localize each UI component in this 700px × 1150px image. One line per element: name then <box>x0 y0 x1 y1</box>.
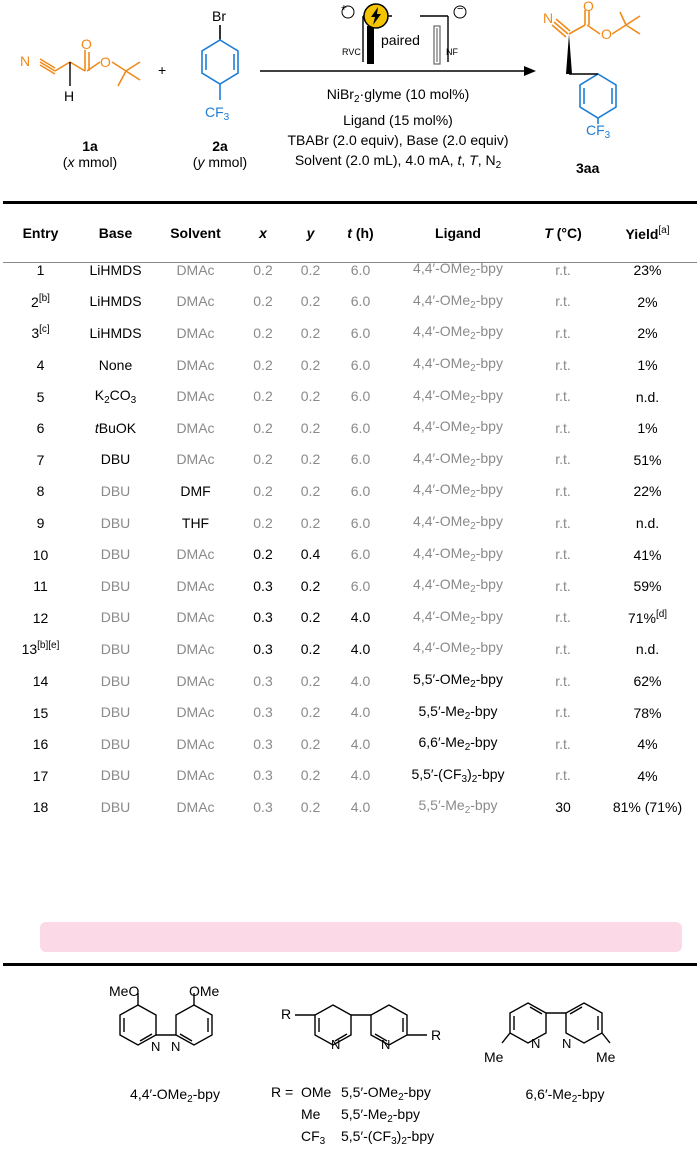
cell-x: 0.2 <box>253 388 273 405</box>
cell-entry: 10 <box>32 546 49 563</box>
cell-yield: n.d. <box>635 515 660 532</box>
cell-x: 0.2 <box>253 293 273 310</box>
cell-x: 0.3 <box>253 577 273 594</box>
table-row <box>3 507 697 539</box>
cell-base: LiHMDS <box>89 293 142 310</box>
header-ligand: Ligand <box>435 225 481 241</box>
cell-base: DBU <box>100 609 131 626</box>
ligand1-name: 4,4′-OMe$_2$-bpy <box>130 1086 220 1105</box>
cell-t: 4.0 <box>350 672 371 689</box>
cell-entry: 6 <box>36 420 45 437</box>
cell-entry: 11 <box>33 578 48 595</box>
cell-ligand: $5,5'-(CF_3)_2$-bpy <box>411 765 505 785</box>
cell-x: 0.3 <box>253 704 273 721</box>
cathode-label: NF <box>446 47 458 57</box>
cell-solvent: DMF <box>180 482 211 499</box>
anode-plus-sign: + <box>341 3 347 14</box>
cell-temperature: 30 <box>555 798 571 815</box>
cell-entry: 3[c] <box>31 324 50 342</box>
reagent-1a-carbonyl-oxygen: O <box>81 36 92 52</box>
reagent-2a-id: 2a <box>212 138 228 154</box>
cell-ligand: 4,4′-OMe$_2$-bpy <box>413 639 503 659</box>
cell-base: DBU <box>100 672 131 689</box>
cell-y: 0.2 <box>300 798 321 815</box>
cell-yield: 22% <box>633 483 662 500</box>
cell-x: 0.3 <box>253 767 273 784</box>
cell-x: 0.3 <box>253 640 273 657</box>
cell-entry: 14 <box>32 673 49 690</box>
ligand3-me-right: Me <box>596 1049 616 1065</box>
table-row <box>3 475 697 507</box>
table-row <box>3 602 697 634</box>
cell-base: DBU <box>100 514 131 531</box>
cell-label: paired <box>381 32 420 48</box>
ligand-5-5-r2-bpy-structure <box>285 990 475 1065</box>
cell-ligand: 4,4′-OMe$_2$-bpy <box>413 544 503 564</box>
cell-ligand: 4,4′-OMe$_2$-bpy <box>413 260 503 280</box>
cell-solvent: DMAc <box>176 767 215 784</box>
cell-ligand: $5,5'-Me_2$-bpy <box>418 797 498 817</box>
ligand2-r-right: R <box>431 1027 442 1043</box>
cell-t: 6.0 <box>350 356 371 373</box>
cell-y: 0.2 <box>300 704 321 721</box>
cell-t: 6.0 <box>350 293 371 310</box>
cell-t: 6.0 <box>350 419 371 436</box>
cell-base: DBU <box>100 451 131 468</box>
reagent-1a-ester-oxygen: O <box>100 54 111 70</box>
ligand3-n-right: N <box>562 1036 572 1051</box>
cell-temperature: r.t. <box>555 356 571 373</box>
ligand2-option: Me $5,5'-Me_2$-bpy <box>301 1106 420 1125</box>
cell-base: DBU <box>100 482 131 499</box>
cell-yield: 1% <box>637 357 658 374</box>
ligand2-options <box>301 1084 434 1150</box>
cell-solvent: DMAc <box>176 672 215 689</box>
cell-yield: n.d. <box>635 641 660 658</box>
cell-y: 0.2 <box>300 672 321 689</box>
cell-ligand: 4,4′-OMe$_2$-bpy <box>413 355 503 375</box>
cell-x: 0.2 <box>253 356 273 373</box>
cell-temperature: r.t. <box>555 672 571 689</box>
cell-temperature: r.t. <box>555 767 571 784</box>
ligand2-r-left: R <box>281 1006 292 1022</box>
reaction-scheme <box>0 0 700 200</box>
cell-y: 0.2 <box>300 609 321 626</box>
cell-entry: 4 <box>36 357 45 374</box>
cell-t: 4.0 <box>350 798 371 815</box>
product-cf3: $CF_3$ <box>586 122 611 141</box>
cell-y: 0.2 <box>300 261 321 278</box>
cell-solvent: DMAc <box>176 577 215 594</box>
cell-t: 6.0 <box>350 388 371 405</box>
cell-x: 0.2 <box>253 261 273 278</box>
table-row <box>3 728 697 760</box>
cell-ligand: 4,4′-OMe$_2$-bpy <box>413 386 503 406</box>
cell-solvent: DMAc <box>176 293 215 310</box>
cell-entry: 13[b][e] <box>21 640 60 658</box>
cell-t: 4.0 <box>350 767 371 784</box>
table-row <box>3 633 697 665</box>
cell-ligand: 4,4′-OMe$_2$-bpy <box>413 323 503 343</box>
cell-y: 0.2 <box>300 640 321 657</box>
conditions-line-4: Solvent (2.0 mL), 4.0 mA, t, T, $N_2$ <box>294 152 502 171</box>
cell-yield: 41% <box>633 546 662 563</box>
cell-solvent: DMAc <box>176 798 215 815</box>
cell-ligand: 4,4′-OMe$_2$-bpy <box>413 513 503 533</box>
cell-base: DBU <box>100 577 131 594</box>
cell-temperature: r.t. <box>555 577 571 594</box>
table-header-row <box>3 212 697 254</box>
cell-temperature: r.t. <box>555 293 571 310</box>
cell-solvent: DMAc <box>176 451 215 468</box>
cell-yield: 71%[d] <box>627 608 668 626</box>
cell-base: DBU <box>100 704 131 721</box>
table-row <box>3 317 697 349</box>
cell-yield: 23% <box>633 262 662 279</box>
conditions-line-3: TBABr (2.0 equiv), Base (2.0 equiv) <box>287 132 509 148</box>
cell-t: 4.0 <box>350 609 371 626</box>
reagent-1a-hydrogen: H <box>64 88 75 104</box>
cell-ligand: 4,4′-OMe$_2$-bpy <box>413 418 503 438</box>
cell-solvent: DMAc <box>176 640 215 657</box>
lightning-icon <box>363 3 389 29</box>
cell-entry: 2[b] <box>31 292 50 310</box>
cell-x: 0.3 <box>253 735 273 752</box>
cell-t: 4.0 <box>350 704 371 721</box>
cell-yield: 62% <box>633 673 662 690</box>
conditions-line-1: NiBr$_2$·glyme (10 mol%) <box>326 86 470 105</box>
ligand3-name: $6,6'-Me_2$-bpy <box>525 1086 605 1105</box>
cell-temperature: r.t. <box>555 704 571 721</box>
cell-base: $K_2CO_3$ <box>94 386 137 406</box>
table-row <box>3 791 697 823</box>
cell-y: 0.2 <box>300 577 321 594</box>
cell-t: 6.0 <box>350 577 371 594</box>
ligand2-n-left: N <box>331 1037 341 1052</box>
cell-y: 0.2 <box>300 735 321 752</box>
cell-ligand: $5,5'-Me_2$-bpy <box>418 702 498 722</box>
ligand2-option: $CF_3$ $5,5'-(CF_3)_2$-bpy <box>301 1128 435 1147</box>
cell-base: DBU <box>100 767 131 784</box>
ligand1-n-left: N <box>151 1039 161 1054</box>
ligand1-meo-label: MeO <box>109 983 140 999</box>
cell-x: 0.2 <box>253 546 273 563</box>
cell-ligand: 4,4′-OMe$_2$-bpy <box>413 576 503 596</box>
reagent-2a-bromine: Br <box>212 8 226 24</box>
cell-x: 0.2 <box>253 482 273 499</box>
cell-t: 6.0 <box>350 261 371 278</box>
anode-label: RVC <box>342 47 361 57</box>
cell-solvent: DMAc <box>176 324 215 341</box>
cell-y: 0.2 <box>300 388 321 405</box>
cell-ligand: 4,4′-OMe$_2$-bpy <box>413 607 503 627</box>
cell-yield: 2% <box>637 293 658 310</box>
cell-yield: 59% <box>633 578 662 595</box>
cell-y: 0.2 <box>300 514 321 531</box>
cell-solvent: DMAc <box>176 419 215 436</box>
table-row <box>3 570 697 602</box>
cell-base: None <box>98 356 133 373</box>
cell-t: 6.0 <box>350 451 371 468</box>
cell-yield: 78% <box>633 704 662 721</box>
ligand2-r-equals: R = <box>271 1084 294 1100</box>
header-y: y <box>306 225 315 241</box>
ligand3-me-left: Me <box>484 1049 504 1065</box>
cell-yield: 2% <box>637 325 658 342</box>
cell-base: DBU <box>100 735 131 752</box>
product-nitrogen: N <box>543 10 554 26</box>
ligand3-n-left: N <box>531 1036 541 1051</box>
cell-yield: 1% <box>637 420 658 437</box>
cell-t: 4.0 <box>350 735 371 752</box>
cell-yield: 81% (71%) <box>612 799 683 816</box>
ligand1-n-right: N <box>171 1039 181 1054</box>
cell-y: 0.2 <box>300 419 321 436</box>
reagent-1a-amount: (x mmol) <box>62 154 118 170</box>
cell-y: 0.2 <box>300 324 321 341</box>
cell-yield: 4% <box>637 736 658 753</box>
cell-entry: 8 <box>36 483 45 500</box>
cell-x: 0.2 <box>253 324 273 341</box>
cell-temperature: r.t. <box>555 419 571 436</box>
ligand2-option: OMe 5,5′-OMe$_2$-bpy <box>301 1084 431 1103</box>
cell-yield: n.d. <box>635 388 660 405</box>
ligand1-ome-label: OMe <box>189 983 220 999</box>
cell-temperature: r.t. <box>555 546 571 563</box>
product-carbonyl-oxygen: O <box>583 0 594 14</box>
cell-temperature: r.t. <box>555 261 571 278</box>
cell-solvent: DMAc <box>176 388 215 405</box>
cell-y: 0.4 <box>300 546 321 563</box>
cell-t: 6.0 <box>350 324 371 341</box>
cell-entry: 17 <box>32 767 49 784</box>
optimal-row-highlight <box>40 922 682 952</box>
header-temperature: T (°C) <box>544 225 582 241</box>
cell-solvent: DMAc <box>176 261 215 278</box>
cell-entry: 5 <box>36 388 45 405</box>
product-3aa-id: 3aa <box>576 160 600 176</box>
table-top-rule <box>3 201 697 204</box>
header-t: t (h) <box>347 225 374 241</box>
cell-base: DBU <box>100 640 131 657</box>
cell-solvent: DMAc <box>176 704 215 721</box>
table-row <box>3 665 697 697</box>
cell-temperature: r.t. <box>555 609 571 626</box>
cell-y: 0.2 <box>300 767 321 784</box>
cell-temperature: r.t. <box>555 514 571 531</box>
cell-temperature: r.t. <box>555 482 571 499</box>
table-body <box>3 254 697 823</box>
cell-ligand: 4,4′-OMe$_2$-bpy <box>413 291 503 311</box>
cell-t: 6.0 <box>350 514 371 531</box>
reaction-conditions <box>258 84 538 176</box>
cell-entry: 7 <box>36 451 45 468</box>
cell-temperature: r.t. <box>555 451 571 468</box>
table-row <box>3 412 697 444</box>
product-3aa-structure <box>540 0 700 140</box>
cell-yield: 51% <box>633 451 662 468</box>
cell-entry: 1 <box>36 262 45 279</box>
cell-solvent: DMAc <box>176 609 215 626</box>
cell-x: 0.3 <box>253 672 273 689</box>
cell-temperature: r.t. <box>555 388 571 405</box>
cell-yield: 4% <box>637 767 658 784</box>
header-x: x <box>259 225 267 241</box>
cell-y: 0.2 <box>300 293 321 310</box>
cell-base: tBuOK <box>94 419 137 436</box>
table-row <box>3 444 697 476</box>
table-row <box>3 349 697 381</box>
reagent-1a-nitrogen: N <box>20 53 31 69</box>
plus-sign: + <box>158 62 167 78</box>
cell-ligand: 4,4′-OMe$_2$-bpy <box>413 481 503 501</box>
cell-x: 0.2 <box>253 419 273 436</box>
table-row <box>3 760 697 792</box>
optimization-table <box>3 212 697 823</box>
cell-x: 0.3 <box>253 798 273 815</box>
cell-solvent: DMAc <box>176 356 215 373</box>
cell-base: LiHMDS <box>89 261 142 278</box>
cell-entry: 18 <box>32 799 49 816</box>
reagent-1a-id: 1a <box>82 138 98 154</box>
conditions-line-2: Ligand (15 mol%) <box>343 112 453 128</box>
header-base: Base <box>98 225 133 241</box>
cell-temperature: r.t. <box>555 324 571 341</box>
cell-entry: 15 <box>32 704 49 721</box>
table-row <box>3 380 697 412</box>
cell-entry: 16 <box>32 736 49 753</box>
cell-entry: 12 <box>32 609 49 626</box>
product-ester-oxygen: O <box>601 26 612 42</box>
cell-ligand: 5,5′-OMe$_2$-bpy <box>413 671 503 691</box>
cell-base: LiHMDS <box>89 324 142 341</box>
table-bottom-rule <box>3 963 697 966</box>
cell-y: 0.2 <box>300 482 321 499</box>
reaction-arrow <box>258 64 538 78</box>
cell-ligand: $6,6'-Me_2$-bpy <box>418 734 498 754</box>
header-yield: Yield[a] <box>625 224 670 242</box>
cell-ligand: 4,4′-OMe$_2$-bpy <box>413 449 503 469</box>
cell-base: DBU <box>100 546 131 563</box>
table-row <box>3 254 697 286</box>
reagent-2a-cf3: $CF_3$ <box>205 104 230 123</box>
cell-solvent: DMAc <box>176 735 215 752</box>
cell-x: 0.2 <box>253 451 273 468</box>
ligand-6-6-me2-bpy-structure <box>490 985 640 1070</box>
cell-t: 6.0 <box>350 482 371 499</box>
cell-t: 6.0 <box>350 546 371 563</box>
cell-t: 4.0 <box>350 640 371 657</box>
cell-base: DBU <box>100 798 131 815</box>
table-row <box>3 696 697 728</box>
cell-solvent: DMAc <box>176 546 215 563</box>
cell-temperature: r.t. <box>555 735 571 752</box>
table-row <box>3 538 697 570</box>
cell-temperature: r.t. <box>555 640 571 657</box>
cathode-minus-sign: − <box>457 3 464 15</box>
cell-y: 0.2 <box>300 356 321 373</box>
header-solvent: Solvent <box>170 225 221 241</box>
cell-y: 0.2 <box>300 451 321 468</box>
header-entry: Entry <box>22 225 59 241</box>
cell-x: 0.3 <box>253 609 273 626</box>
table-row <box>3 286 697 318</box>
cell-x: 0.2 <box>253 514 273 531</box>
cell-entry: 9 <box>36 515 45 532</box>
reagent-2a-amount: (y mmol) <box>192 154 248 170</box>
ligand2-n-right: N <box>381 1037 391 1052</box>
cell-solvent: THF <box>181 514 210 531</box>
